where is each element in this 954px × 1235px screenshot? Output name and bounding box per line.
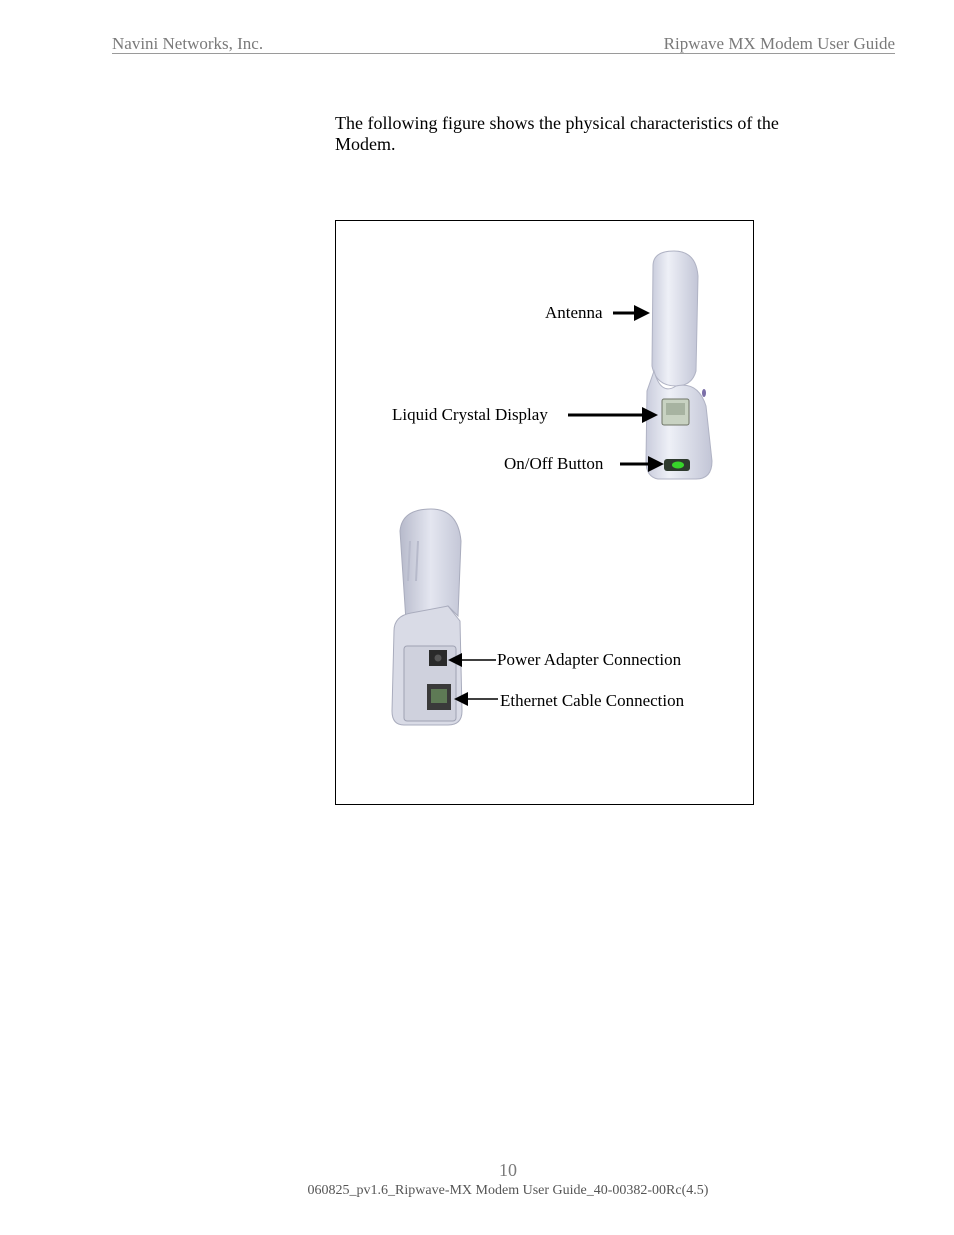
callout-onoff-button: On/Off Button <box>504 454 604 473</box>
callout-arrows <box>448 305 664 706</box>
callout-lcd: Liquid Crystal Display <box>392 405 548 424</box>
header-doc-title: Ripwave MX Modem User Guide <box>663 34 895 53</box>
modem-front-view <box>646 251 712 479</box>
callout-power-adapter: Power Adapter Connection <box>497 650 682 669</box>
modem-figure <box>335 220 754 805</box>
header-rule <box>112 53 895 54</box>
ethernet-port-inner <box>431 689 447 703</box>
page-number: 10 <box>499 1160 517 1180</box>
modem-antenna <box>652 251 698 386</box>
footer-doc-id: 060825_pv1.6_Ripwave-MX Modem User Guide_40-00382-00Rc(4.5) <box>307 1183 709 1198</box>
modem-back-view <box>392 509 462 725</box>
header-company: Navini Networks, Inc. <box>112 34 264 53</box>
intro-paragraph: The following figure shows the physical characteristics of the Modem. <box>335 113 779 154</box>
lcd-inner <box>666 403 685 415</box>
callout-antenna: Antenna <box>545 303 603 322</box>
side-mark <box>702 389 706 397</box>
dc-jack-hole <box>435 655 442 662</box>
power-led <box>672 462 684 469</box>
callout-ethernet: Ethernet Cable Connection <box>500 691 685 710</box>
